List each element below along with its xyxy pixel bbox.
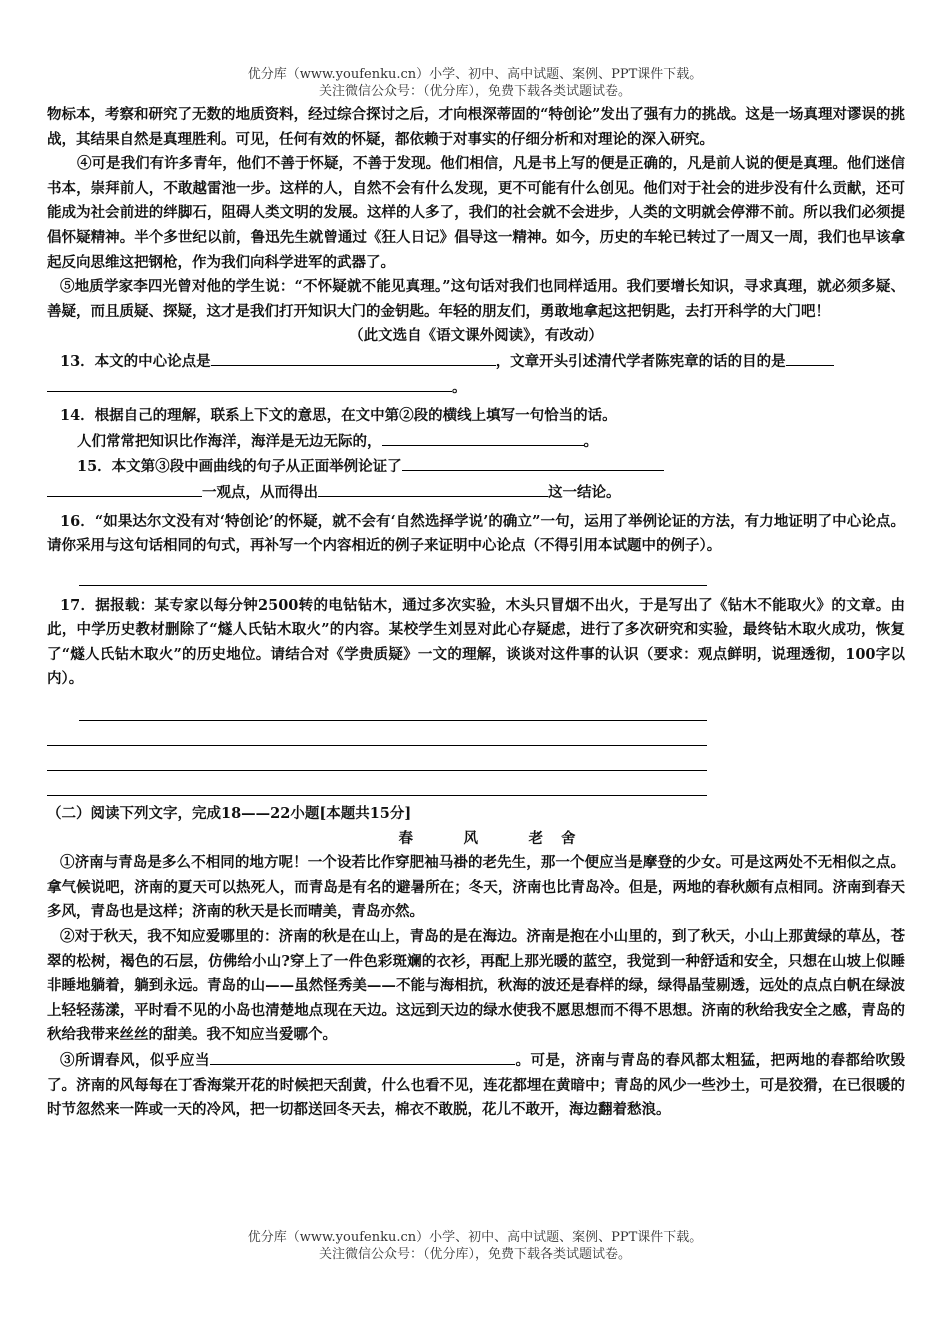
essay-paragraph-1: ①济南与青岛是多么不相同的地方呢！一个设若比作穿肥袖马褂的老先生，那一个便应当是摩登的少女。可是这两处不无相似之点。拿气候说吧，济南的夏天可以热死人，而青岛是有名的避暑所在；冬天，济南也比青岛冷。但是，两地的春秋颇有点相同。济南到春天多风，青岛也是这样；济南的秋天是长而晴美，青岛亦然。 [47, 854, 905, 921]
q15-answer-blank-1[interactable] [402, 454, 664, 471]
paragraph-5: ⑤地质学家李四光曾对他的学生说：“不怀疑就不能见真理。”这句话对我们也同样适用。我们要增长知识，寻求真理，就必须多疑、善疑，而且质疑、探疑，这才是我们打开知识大门的金钥匙。年轻的朋友们，勇敢地拿起这把钥匙，去打开科学的大门吧！ [47, 278, 905, 320]
essay-title: 春 风 老舍 [398, 829, 594, 847]
q14-end: 。 [583, 432, 598, 450]
q13-text-b: ，文章开头引述清代学者陈宪章的话的目的是 [495, 352, 786, 370]
footer-line-1: 优分库（www.youfenku.cn）小学、初中、高中试题、案例、PPT课件下载。 [247, 1230, 703, 1245]
q14-line-text: 人们常常把知识比作海洋，海洋是无边无际的， [77, 432, 382, 450]
essay-paragraph-2: ②对于秋天，我不知应爱哪里的：济南的秋是在山上，青岛的是在海边。济南是抱在小山里的，到了秋天，小山上那黄绿的草丛，苍翠的松树，褐色的石层，仿佛给小山?穿上了一件色彩斑斓的衣衫，再配上那光暖的蓝空，我觉到一种舒适和安全，只想在山坡上似睡非睡地躺着，躺到永远。青岛的山——虽然怪秀美——不能与海相抗，秋海的波还是春样的绿，绿得晶莹剔透，远处的点点白帆在绿波上轻轻荡漾，平时看不见的小岛也清楚地点现在天边。这远到天边的绿水使我不愿思想而不得不思想。济南的秋给我安全之感，青岛的秋给我带来丝丝的甜美。我不知应当爱哪个。 [47, 928, 905, 1044]
q17-answer-line[interactable] [47, 746, 707, 771]
page-footer [0, 1229, 950, 1263]
q15-answer-blank-2[interactable] [47, 480, 202, 497]
p3-text-a: ③所谓春风，似乎应当 [60, 1052, 210, 1069]
q17-answer-line[interactable] [47, 771, 707, 796]
q17-answer-line[interactable] [47, 721, 707, 746]
question-15 [47, 454, 905, 480]
page-header [0, 66, 950, 100]
question-17: 17．据报载：某专家以每分钟2500转的电钻钻木，通过多次实验，木头只冒烟不出火，于是写出了《钻木不能取火》的文章。由此，中学历史教材删除了“燧人氏钻木取火”的内容。某校学生刘昱对此心存疑虑，进行了多次研究和实验，最终钻木取火成功，恢复了“燧人氏钻木取火”的历史地位。请结合对《学贵质疑》一文的理解，谈谈对这件事的认识（要求：观点鲜明，说理透彻，100字以内）。 [47, 596, 905, 688]
q16-answer-line[interactable] [79, 559, 707, 586]
question-13-cont [47, 375, 905, 401]
q15-answer-blank-3[interactable] [318, 480, 548, 497]
header-line-2: 关注微信公众号：（优分库），免费下载各类试题试卷。 [318, 84, 631, 99]
question-16: 16．“如果达尔文没有对‘特创论’的怀疑，就不会有‘自然选择学说’的确立”一句，运用了举例论证的方法，有力地证明了中心论点。请你采用与这句话相同的句式，再补写一个内容相近的例子来证明中心论点（不得引用本试题中的例子）。 [47, 512, 905, 555]
p3-answer-blank[interactable] [210, 1048, 515, 1065]
question-14: 14．根据自己的理解，联系上下文的意思，在文中第②段的横线上填写一句恰当的话。 [60, 407, 617, 425]
footer-line-2: 关注微信公众号：（优分库），免费下载各类试题试卷。 [318, 1247, 631, 1262]
q13-answer-blank-1[interactable] [211, 349, 496, 366]
q15-text-a: 15．本文第③段中画曲线的句子从正面举例论证了 [77, 458, 402, 476]
paragraph-4: ④可是我们有许多青年，他们不善于怀疑，不善于发现。他们相信，凡是书上写的便是正确的，凡是前人说的便是真理。他们迷信书本，崇拜前人，不敢越雷池一步。这样的人，自然不会有什么发现，更不可能有什么创见。他们对于社会的进步没有什么贡献，还可能成为社会前进的绊脚石，阻碍人类文明的发展。这样的人多了，我们的社会就不会进步，人类的文明就会停滞不前。所以我们必须提倡怀疑精神。半个多世纪以前，鲁迅先生就曾通过《狂人日记》倡导这一精神。如今，历史的车轮已转过了一周又一周，我们也早该拿起反向思维这把钢枪，作为我们向科学进军的武器了。 [47, 155, 905, 271]
q13-text-a: 13．本文的中心论点是 [60, 352, 211, 370]
q15-text-b: 一观点，从而得出 [202, 483, 318, 501]
paragraph-continued: 物标本，考察和研究了无数的地质资料，经过综合探讨之后，才向根深蒂固的“特创论”发出了强有力的挑战。这是一场真理对谬误的挑战，其结果自然是真理胜利。可见，任何有效的怀疑，都依赖于对事实的仔细分析和对理论的深入研究。 [47, 106, 905, 148]
question-15-cont [47, 480, 905, 506]
q13-answer-blank-3[interactable] [47, 375, 452, 392]
q17-answer-lines [47, 696, 905, 796]
q13-answer-blank-2[interactable] [786, 349, 834, 366]
p3-text-b: 。可是，济南与青岛的春风都太粗猛，把两地的春都给吹毁了。济南的风每每在丁香海棠开花的时候把天刮黄，什么也看不见，连花都埋在黄暗中；青岛的风少一些沙土，可是狡猾，在已很暖的时节忽然来一阵或一天的冷风，把一切都送回冬天去，棉衣不敢脱，花儿不敢开，海边翻着愁浪。 [47, 1052, 905, 1119]
passage-source: （此文选自《语文课外阅读》，有改动） [349, 327, 603, 345]
document-body [47, 103, 905, 1123]
q14-answer-blank[interactable] [382, 429, 584, 446]
section-2-heading: （二）阅读下列文字，完成18——22小题[本题共15分] [47, 805, 412, 823]
question-13 [47, 349, 905, 375]
question-14-line [47, 429, 905, 455]
q13-end: 。 [452, 378, 467, 396]
essay-paragraph-3 [47, 1048, 905, 1123]
q15-text-c: 这一结论。 [548, 483, 621, 501]
q17-answer-line[interactable] [79, 696, 707, 721]
header-line-1: 优分库（www.youfenku.cn）小学、初中、高中试题、案例、PPT课件下载。 [247, 67, 703, 82]
